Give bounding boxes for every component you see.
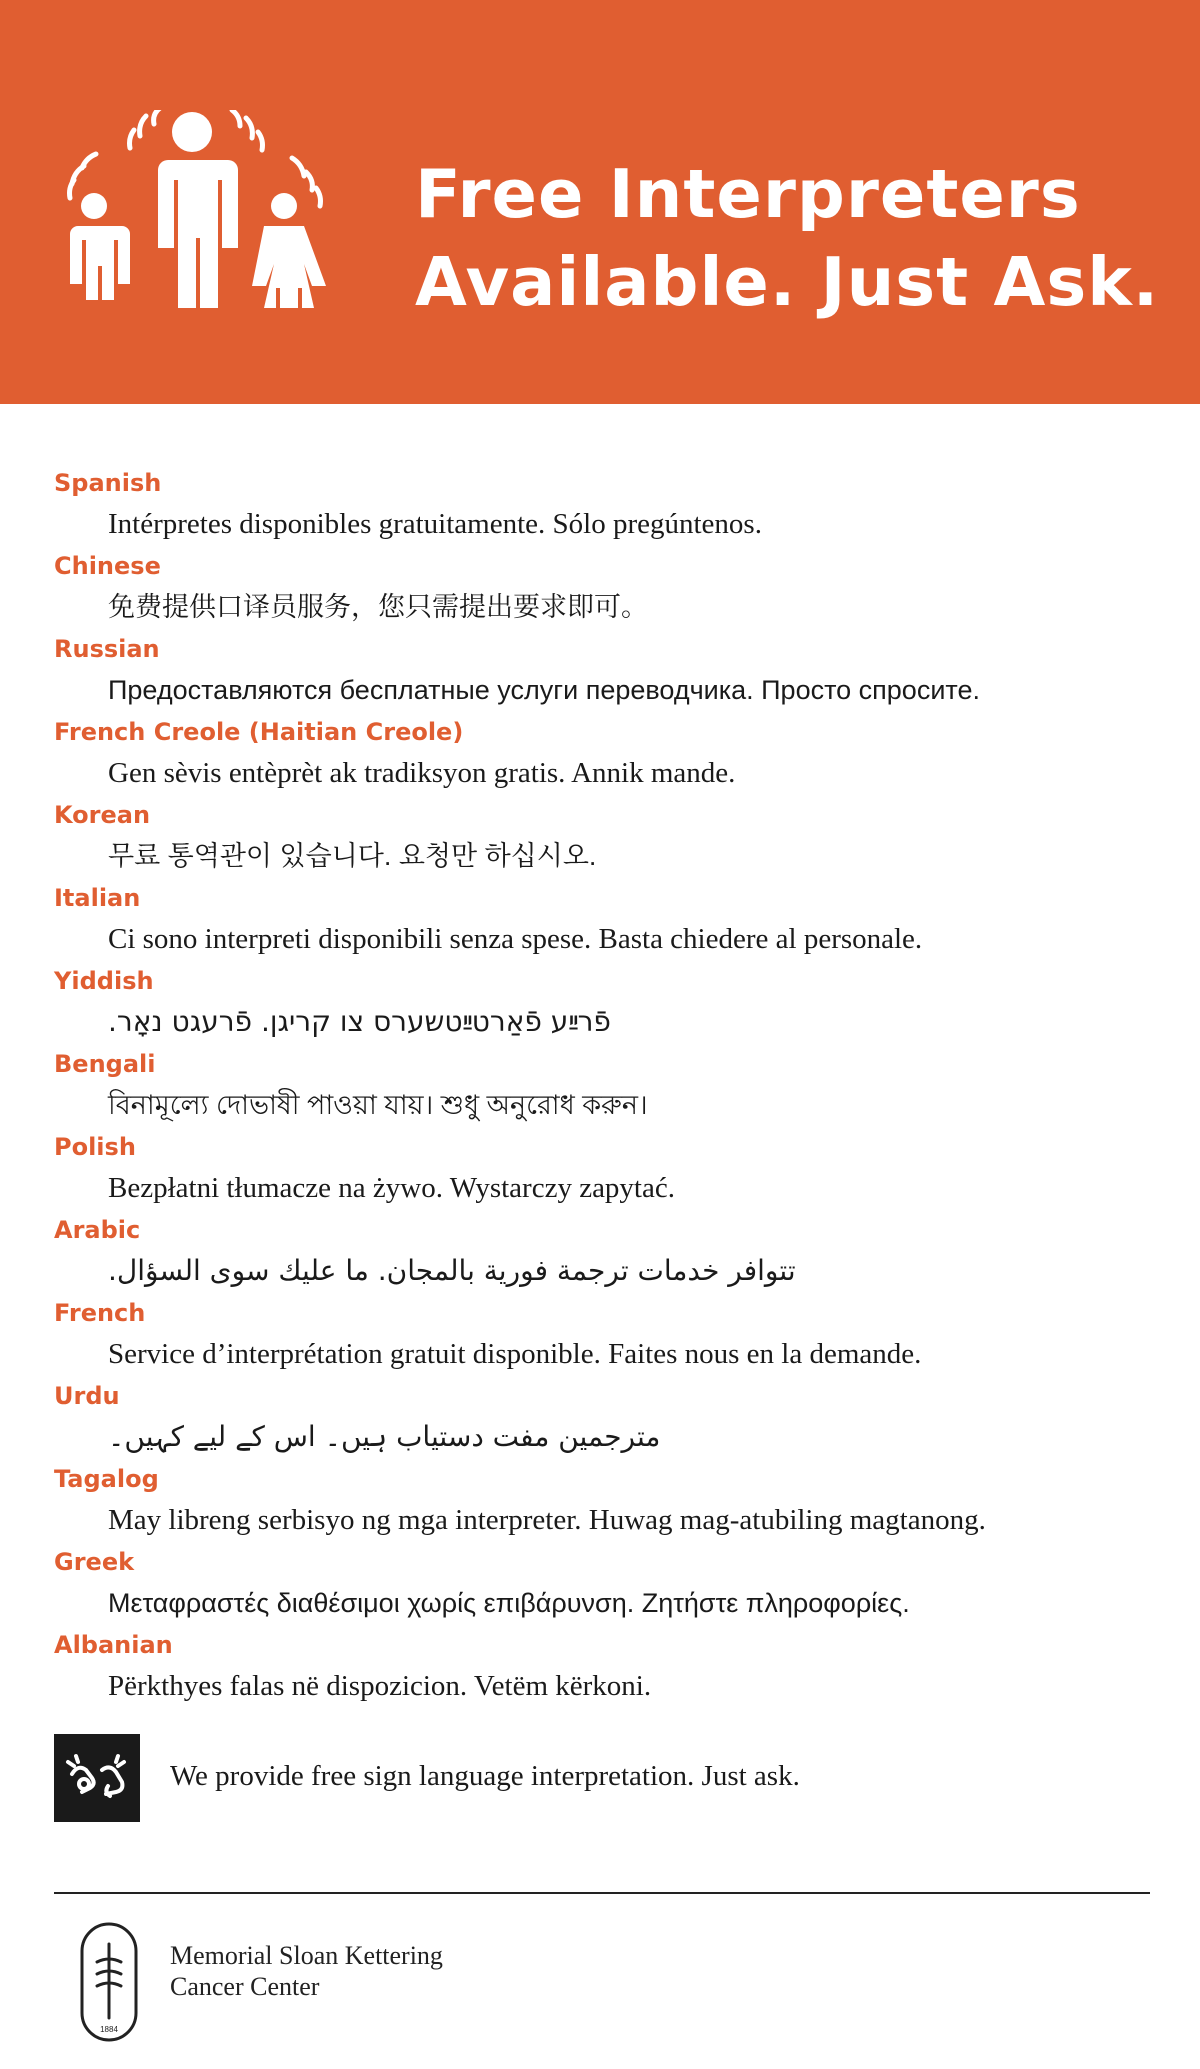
svg-text:1884: 1884 bbox=[100, 2025, 118, 2034]
language-item-urdu bbox=[0, 1381, 1200, 1464]
language-text: 免费提供口译员服务，您只需提出要求即可。 bbox=[108, 592, 648, 622]
page-title bbox=[415, 150, 1159, 326]
language-name: Korean bbox=[54, 801, 151, 829]
language-name: Spanish bbox=[54, 469, 162, 497]
language-item-chinese bbox=[0, 551, 1200, 634]
language-text: Përkthyes falas në dispozicion. Vetëm kërkoni. bbox=[108, 1670, 652, 1702]
language-item-bengali bbox=[0, 1049, 1200, 1132]
language-text: বিনামূল্যে দোভাষী পাওয়া যায়। শুধু অনুরোধ করুন। bbox=[108, 1090, 648, 1120]
language-name: French bbox=[54, 1299, 146, 1327]
language-name: Tagalog bbox=[54, 1465, 159, 1493]
language-item-korean bbox=[0, 800, 1200, 883]
language-name: Albanian bbox=[54, 1631, 173, 1659]
language-text: Intérpretes disponibles gratuitamente. Sólo pregúntenos. bbox=[108, 508, 762, 540]
org-line-1: Memorial Sloan Kettering bbox=[170, 1941, 443, 1970]
language-text: Bezpłatni tłumacze na żywo. Wystarczy zapytać. bbox=[108, 1172, 675, 1204]
organization-name bbox=[170, 1940, 443, 2002]
language-name: Urdu bbox=[54, 1382, 120, 1410]
language-text: مترجمین مفت دستیاب ہیں۔ اس کے لیے کہیں۔ bbox=[108, 1420, 661, 1453]
language-name: Yiddish bbox=[54, 967, 154, 995]
language-name: Italian bbox=[54, 884, 141, 912]
people-interpreter-icon bbox=[52, 110, 342, 310]
language-name: Arabic bbox=[54, 1216, 141, 1244]
language-text: 무료 통역관이 있습니다. 요청만 하십시오. bbox=[108, 841, 597, 871]
language-text: Gen sèvis entèprèt ak tradiksyon gratis. Annik mande. bbox=[108, 757, 736, 789]
sign-language-icon bbox=[54, 1734, 140, 1822]
language-text: פֿרײַע פֿאַרטײַטשערס צו קריגן. פֿרעגט נאָר. bbox=[108, 1005, 611, 1038]
language-text: تتوافر خدمات ترجمة فورية بالمجان. ما عليك سوى السؤال. bbox=[108, 1254, 796, 1287]
sign-language-row bbox=[54, 1734, 1154, 1822]
language-text: Μεταφραστές διαθέσιμοι χωρίς επιβάρυνση. Ζητήστε πληροφορίες. bbox=[108, 1588, 910, 1618]
org-line-2: Cancer Center bbox=[170, 1972, 320, 2001]
language-name: French Creole (Haitian Creole) bbox=[54, 718, 464, 746]
language-item-spanish bbox=[0, 468, 1200, 551]
language-item-italian bbox=[0, 883, 1200, 966]
title-line-2: Available. Just Ask. bbox=[415, 243, 1160, 321]
language-text: Ci sono interpreti disponibili senza spese. Basta chiedere al personale. bbox=[108, 923, 923, 955]
language-text: Предоставляются бесплатные услуги переводчика. Просто спросите. bbox=[108, 675, 980, 705]
language-name: Bengali bbox=[54, 1050, 156, 1078]
language-name: Greek bbox=[54, 1548, 135, 1576]
msk-logo-icon bbox=[80, 1922, 138, 2042]
language-item-tagalog bbox=[0, 1464, 1200, 1547]
language-name: Russian bbox=[54, 635, 160, 663]
language-item-greek bbox=[0, 1547, 1200, 1630]
footer-divider bbox=[54, 1892, 1150, 1894]
language-item-arabic bbox=[0, 1215, 1200, 1298]
language-text: Service d’interprétation gratuit disponible. Faites nous en la demande. bbox=[108, 1338, 922, 1370]
sign-language-text: We provide free sign language interpretation. Just ask. bbox=[170, 1760, 800, 1792]
language-item-albanian bbox=[0, 1630, 1200, 1713]
header-banner bbox=[0, 0, 1200, 404]
title-line-1: Free Interpreters bbox=[415, 155, 1081, 233]
language-item-french-creole bbox=[0, 717, 1200, 800]
language-text: May libreng serbisyo ng mga interpreter. Huwag mag-atubiling magtanong. bbox=[108, 1504, 986, 1536]
language-item-polish bbox=[0, 1132, 1200, 1215]
language-list bbox=[0, 468, 1200, 1713]
language-item-russian bbox=[0, 634, 1200, 717]
language-item-yiddish bbox=[0, 966, 1200, 1049]
footer bbox=[80, 1922, 680, 2042]
language-name: Polish bbox=[54, 1133, 136, 1161]
language-name: Chinese bbox=[54, 552, 161, 580]
language-item-french bbox=[0, 1298, 1200, 1381]
